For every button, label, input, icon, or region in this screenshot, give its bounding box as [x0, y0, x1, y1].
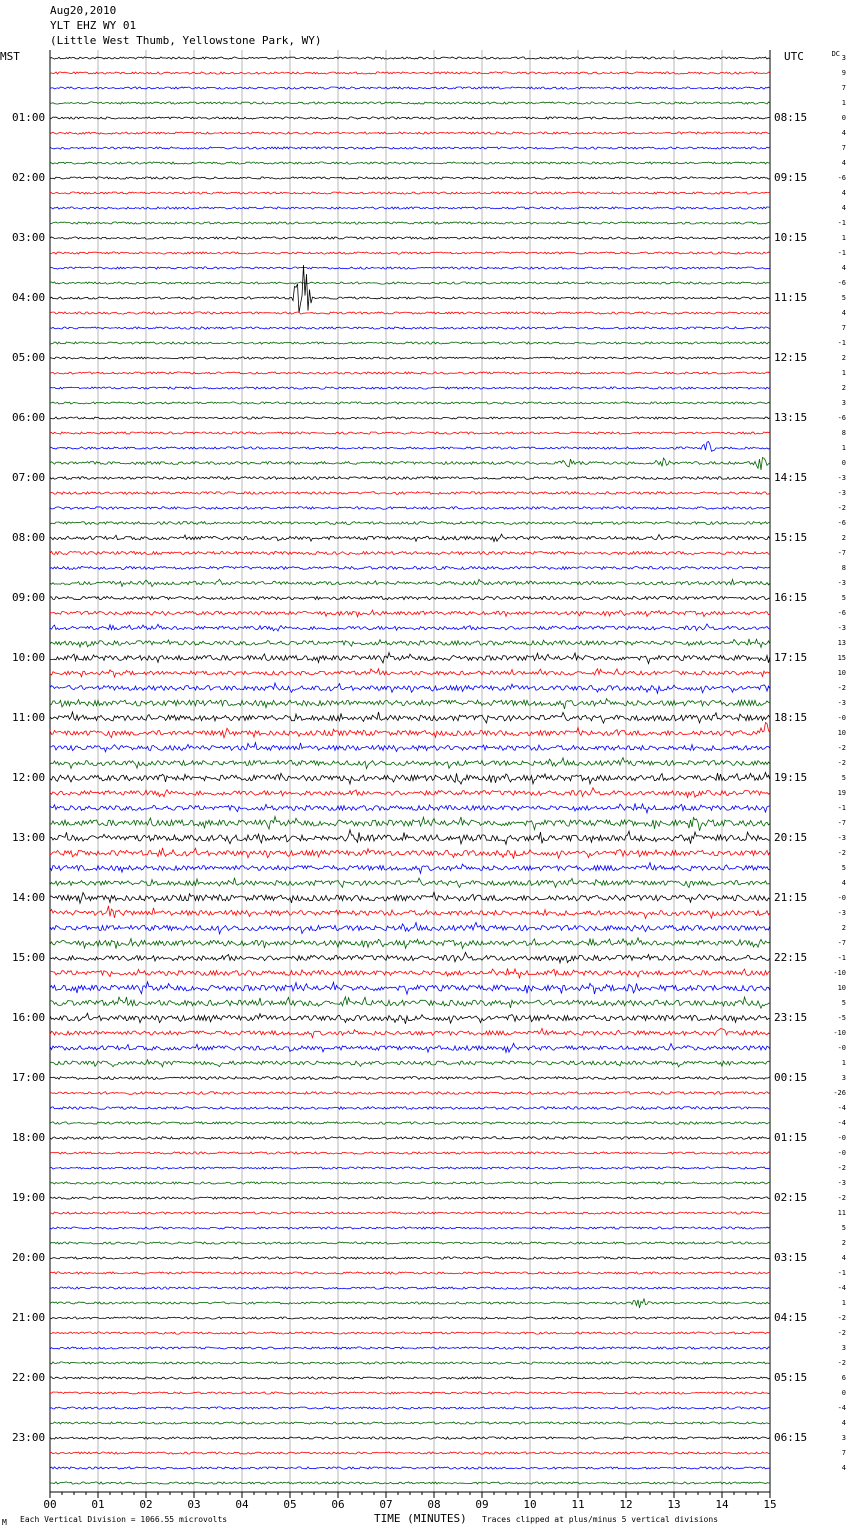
dc-offset-value: 15: [837, 654, 846, 662]
dc-offset-value: -6: [837, 609, 846, 617]
dc-offset-value: 13: [837, 639, 846, 647]
mst-hour-label: 05:00: [12, 351, 46, 364]
utc-hour-label: 21:15: [774, 891, 808, 904]
dc-offset-value: -4: [837, 1404, 846, 1412]
trace-row-59: [50, 938, 770, 949]
trace-row-21: [50, 372, 770, 374]
x-tick-label: 09: [475, 1498, 489, 1511]
x-tick-label: 03: [187, 1498, 201, 1511]
utc-hour-label: 10:15: [774, 231, 808, 244]
trace-row-36: [50, 596, 770, 599]
trace-row-70: [50, 1107, 770, 1110]
utc-hour-label: 08:15: [774, 111, 808, 124]
trace-row-86: [50, 1347, 770, 1349]
time-axis: [43, 1492, 776, 1511]
record-date: Aug20,2010: [50, 4, 117, 17]
trace-row-14: [50, 267, 770, 269]
dc-offset-value: 2: [841, 354, 846, 362]
trace-row-11: [50, 222, 770, 224]
dc-offset-value: -3: [837, 624, 846, 632]
x-tick-label: 04: [235, 1498, 249, 1511]
utc-hour-label: 20:15: [774, 831, 808, 844]
dc-offset-value: 4: [841, 189, 846, 197]
dc-offset-value: -4: [837, 1104, 846, 1112]
trace-row-83: [50, 1299, 770, 1308]
utc-hour-label: 06:15: [774, 1431, 808, 1444]
mst-hour-label: 16:00: [12, 1011, 46, 1024]
utc-hour-label: 19:15: [774, 771, 808, 784]
trace-row-39: [50, 639, 770, 648]
trace-row-31: [50, 522, 770, 525]
dc-offset-value: -4: [837, 1119, 846, 1127]
dc-offset-value: 0: [841, 459, 846, 467]
utc-hour-label: 14:15: [774, 471, 808, 484]
trace-row-87: [50, 1362, 770, 1364]
trace-row-4: [50, 117, 770, 119]
trace-row-75: [50, 1182, 770, 1184]
dc-offset-value: -3: [837, 1179, 846, 1187]
dc-offset-value: 8: [841, 429, 846, 437]
trace-row-48: [50, 772, 770, 784]
x-tick-label: 13: [667, 1498, 681, 1511]
mst-hour-label: 23:00: [12, 1431, 46, 1444]
dc-offset-value: -10: [833, 969, 846, 977]
dc-offset-value: -0: [837, 1149, 846, 1157]
trace-row-32: [50, 534, 770, 541]
dc-offset-value: -5: [837, 1014, 846, 1022]
dc-offset-value: -3: [837, 699, 846, 707]
trace-row-6: [50, 147, 770, 149]
dc-offset-value: -0: [837, 894, 846, 902]
mst-hour-label: 13:00: [12, 831, 46, 844]
dc-offset-value: 1: [841, 234, 846, 242]
dc-offset-value: -2: [837, 684, 846, 692]
utc-hour-label: 17:15: [774, 651, 808, 664]
dc-offset-value: -26: [833, 1089, 846, 1097]
mst-hour-label: 20:00: [12, 1251, 46, 1264]
mst-hour-label: 22:00: [12, 1371, 46, 1384]
dc-offset-value: -4: [837, 1284, 846, 1292]
utc-hour-label: 12:15: [774, 351, 808, 364]
dc-offset-value: -7: [837, 819, 846, 827]
dc-offset-value: -6: [837, 414, 846, 422]
x-tick-label: 07: [379, 1498, 393, 1511]
utc-hour-label: 22:15: [774, 951, 808, 964]
x-tick-label: 01: [91, 1498, 105, 1511]
dc-offset-value: -2: [837, 1314, 846, 1322]
trace-row-15: [50, 282, 770, 284]
dc-offset-value: 19: [837, 789, 846, 797]
trace-row-54: [50, 863, 770, 874]
dc-offset-value: 4: [841, 159, 846, 167]
trace-row-55: [50, 878, 770, 888]
mst-hour-label: 11:00: [12, 711, 46, 724]
trace-row-45: [50, 723, 770, 738]
dc-offset-value: -2: [837, 849, 846, 857]
x-tick-label: 12: [619, 1498, 633, 1511]
trace-row-47: [50, 758, 770, 769]
utc-hour-label: 13:15: [774, 411, 808, 424]
dc-offset-value: 2: [841, 384, 846, 392]
mst-hour-label: 18:00: [12, 1131, 46, 1144]
trace-row-76: [50, 1197, 770, 1199]
trace-row-56: [50, 892, 770, 903]
dc-offset-value: 7: [841, 1449, 846, 1457]
trace-row-88: [50, 1377, 770, 1379]
trace-row-13: [50, 252, 770, 254]
trace-row-43: [50, 699, 770, 709]
utc-hour-label: 16:15: [774, 591, 808, 604]
dc-offset-value: 10: [837, 669, 846, 677]
x-axis-title: TIME (MINUTES): [374, 1512, 467, 1525]
trace-row-89: [50, 1392, 770, 1394]
utc-hour-label: 04:15: [774, 1311, 808, 1324]
trace-row-62: [50, 982, 770, 994]
dc-offset-value: -7: [837, 549, 846, 557]
dc-offset-value: 4: [841, 1464, 846, 1472]
dc-offset-value: -2: [837, 504, 846, 512]
trace-row-80: [50, 1257, 770, 1259]
mst-hour-label: 02:00: [12, 171, 46, 184]
utc-hour-label: 00:15: [774, 1071, 808, 1084]
x-tick-label: 15: [763, 1498, 777, 1511]
mst-hour-label: 12:00: [12, 771, 46, 784]
utc-hour-label: 15:15: [774, 531, 808, 544]
dc-offset-value: 7: [841, 324, 846, 332]
trace-row-40: [50, 653, 770, 664]
mst-hour-label: 14:00: [12, 891, 46, 904]
time-grid: [50, 50, 770, 1492]
dc-offset-value: -3: [837, 474, 846, 482]
dc-offset-value: 5: [841, 1224, 846, 1232]
x-tick-label: 02: [139, 1498, 153, 1511]
dc-offset-value: 2: [841, 534, 846, 542]
dc-offset-value: -2: [837, 1359, 846, 1367]
dc-offset-value: -2: [837, 759, 846, 767]
trace-row-82: [50, 1287, 770, 1289]
dc-offset-value: -2: [837, 744, 846, 752]
trace-row-74: [50, 1167, 770, 1169]
mst-hour-label: 04:00: [12, 291, 46, 304]
trace-row-79: [50, 1242, 770, 1244]
trace-row-84: [50, 1317, 770, 1319]
utc-hour-label: 05:15: [774, 1371, 808, 1384]
dc-offset-value: 1: [841, 1299, 846, 1307]
dc-offset-value: 5: [841, 294, 846, 302]
dc-offset-value: 1: [841, 444, 846, 452]
dc-offset-value: 3: [841, 399, 846, 407]
trace-row-50: [50, 803, 770, 813]
dc-offset-value: 5: [841, 999, 846, 1007]
trace-row-12: [50, 237, 770, 239]
dc-offset-value: -2: [837, 1194, 846, 1202]
dc-offset-value: -1: [837, 804, 846, 812]
utc-hour-label: 11:15: [774, 291, 808, 304]
dc-offset-value: -2: [837, 1329, 846, 1337]
trace-row-46: [50, 743, 770, 752]
trace-row-57: [50, 906, 770, 919]
trace-row-17: [50, 312, 770, 314]
trace-row-42: [50, 683, 770, 693]
trace-row-90: [50, 1407, 770, 1409]
trace-row-7: [50, 162, 770, 164]
trace-row-49: [50, 788, 770, 798]
dc-offset-value: 1: [841, 99, 846, 107]
dc-offset-value: 7: [841, 84, 846, 92]
trace-row-63: [50, 997, 770, 1008]
trace-row-61: [50, 968, 770, 978]
trace-row-29: [50, 492, 770, 495]
trace-row-1: [50, 72, 770, 74]
dc-offset-value: 2: [841, 1239, 846, 1247]
trace-row-44: [50, 712, 770, 723]
trace-row-95: [50, 1482, 770, 1484]
dc-offset-value: 10: [837, 729, 846, 737]
utc-hour-label: 03:15: [774, 1251, 808, 1264]
dc-offset-value: 10: [837, 984, 846, 992]
trace-row-20: [50, 357, 770, 359]
dc-offset-value: -1: [837, 249, 846, 257]
utc-hour-label: 18:15: [774, 711, 808, 724]
trace-row-51: [50, 816, 770, 830]
dc-offset-value: 4: [841, 264, 846, 272]
trace-row-93: [50, 1452, 770, 1454]
utc-hour-label: 23:15: [774, 1011, 808, 1024]
trace-row-85: [50, 1332, 770, 1334]
vertical-scale-note: Each Vertical Division = 1066.55 microvolts: [20, 1515, 228, 1524]
trace-row-19: [50, 342, 770, 344]
dc-offset-value: 8: [841, 564, 846, 572]
trace-row-65: [50, 1028, 770, 1037]
dc-offset-value: 7: [841, 144, 846, 152]
x-tick-label: 06: [331, 1498, 345, 1511]
trace-row-30: [50, 507, 770, 510]
trace-row-18: [50, 327, 770, 329]
trace-row-67: [50, 1060, 770, 1067]
utc-hour-label: 09:15: [774, 171, 808, 184]
mst-hour-label: 07:00: [12, 471, 46, 484]
utc-hour-label: 02:15: [774, 1191, 808, 1204]
trace-row-58: [50, 922, 770, 933]
trace-row-8: [50, 177, 770, 179]
dc-offset-value: -3: [837, 834, 846, 842]
trace-row-91: [50, 1422, 770, 1424]
mst-hour-label: 01:00: [12, 111, 46, 124]
mst-hour-label: 06:00: [12, 411, 46, 424]
dc-offset-value: 1: [841, 1059, 846, 1067]
mst-hour-label: 15:00: [12, 951, 46, 964]
trace-row-34: [50, 567, 770, 570]
station-location: (Little West Thumb, Yellowstone Park, WY): [50, 34, 322, 47]
mst-hour-label: 09:00: [12, 591, 46, 604]
trace-row-37: [50, 610, 770, 617]
utc-hour-label: 01:15: [774, 1131, 808, 1144]
trace-row-92: [50, 1437, 770, 1439]
trace-row-25: [50, 432, 770, 434]
trace-row-0: [50, 57, 770, 59]
x-tick-label: 10: [523, 1498, 537, 1511]
dc-offset-value: 11: [837, 1209, 846, 1217]
clip-note: Traces clipped at plus/minus 5 vertical divisions: [482, 1515, 719, 1524]
trace-row-2: [50, 87, 770, 89]
dc-offset-value: 4: [841, 1419, 846, 1427]
trace-row-69: [50, 1092, 770, 1095]
dc-offset-value: -0: [837, 1044, 846, 1052]
dc-offset-value: 4: [841, 879, 846, 887]
x-tick-label: 00: [43, 1498, 57, 1511]
trace-row-81: [50, 1272, 770, 1274]
mst-hour-label: 19:00: [12, 1191, 46, 1204]
dc-offset-value: -1: [837, 219, 846, 227]
trace-row-22: [50, 387, 770, 389]
station-code: YLT EHZ WY 01: [50, 19, 137, 32]
dc-offset-value: 4: [841, 309, 846, 317]
dc-offset-value: 5: [841, 864, 846, 872]
dc-offset-value: -1: [837, 954, 846, 962]
dc-offset-value: 2: [841, 924, 846, 932]
trace-row-94: [50, 1467, 770, 1469]
dc-offset-value: 0: [841, 1389, 846, 1397]
dc-offset-value: -3: [837, 579, 846, 587]
dc-offset-value: -3: [837, 489, 846, 497]
dc-offset-value: 3: [841, 1344, 846, 1352]
trace-row-5: [50, 132, 770, 134]
trace-row-66: [50, 1043, 770, 1052]
trace-row-68: [50, 1077, 770, 1080]
mst-hour-label: 03:00: [12, 231, 46, 244]
dc-offset-value: -6: [837, 174, 846, 182]
dc-offset-value: 4: [841, 129, 846, 137]
left-timezone-label: MST: [0, 50, 20, 63]
dc-offset-value: -10: [833, 1029, 846, 1037]
trace-row-41: [50, 669, 770, 677]
trace-row-16: [50, 265, 770, 313]
dc-offset-value: -0: [837, 1134, 846, 1142]
dc-offset-value: 1: [841, 369, 846, 377]
dc-offset-header: DC: [831, 50, 840, 58]
dc-offset-value: -3: [837, 909, 846, 917]
mst-hour-label: 21:00: [12, 1311, 46, 1324]
x-tick-label: 08: [427, 1498, 441, 1511]
dc-offset-value: 4: [841, 1254, 846, 1262]
dc-offset-value: 5: [841, 594, 846, 602]
trace-row-53: [50, 848, 770, 859]
dc-offset-value: -6: [837, 279, 846, 287]
mst-hour-label: 17:00: [12, 1071, 46, 1084]
dc-offset-value: 0: [841, 114, 846, 122]
trace-row-33: [50, 552, 770, 555]
trace-row-26: [50, 442, 770, 452]
dc-offset-value: -1: [837, 339, 846, 347]
right-timezone-label: UTC: [784, 50, 804, 63]
dc-offset-value: 4: [841, 204, 846, 212]
dc-offset-value: -6: [837, 519, 846, 527]
dc-offset-value: 3: [841, 1074, 846, 1082]
mst-hour-label: 08:00: [12, 531, 46, 544]
dc-offset-value: 6: [841, 1374, 846, 1382]
dc-offset-value: -1: [837, 1269, 846, 1277]
x-tick-label: 11: [571, 1498, 585, 1511]
dc-offset-value: -7: [837, 939, 846, 947]
dc-offset-value: -0: [837, 714, 846, 722]
x-tick-label: 14: [715, 1498, 729, 1511]
trace-row-9: [50, 192, 770, 194]
trace-row-64: [50, 1013, 770, 1024]
dc-offset-value: 3: [841, 54, 846, 62]
trace-row-23: [50, 402, 770, 404]
dc-offset-value: -2: [837, 1164, 846, 1172]
trace-row-38: [50, 624, 770, 631]
trace-row-78: [50, 1227, 770, 1229]
footer-mark: M: [2, 1518, 7, 1527]
trace-row-3: [50, 102, 770, 104]
trace-row-72: [50, 1137, 770, 1140]
trace-row-77: [50, 1212, 770, 1214]
trace-row-71: [50, 1122, 770, 1124]
trace-row-35: [50, 579, 770, 586]
dc-offset-value: 3: [841, 1434, 846, 1442]
trace-row-10: [50, 207, 770, 209]
trace-row-24: [50, 417, 770, 419]
dc-offset-value: 9: [841, 69, 846, 77]
dc-offset-value: 5: [841, 774, 846, 782]
trace-row-28: [50, 477, 770, 480]
trace-row-27: [50, 458, 770, 470]
trace-row-52: [50, 830, 770, 845]
trace-row-73: [50, 1152, 770, 1154]
seismic-traces: [50, 57, 770, 1484]
trace-row-60: [50, 952, 770, 963]
mst-hour-label: 10:00: [12, 651, 46, 664]
x-tick-label: 05: [283, 1498, 297, 1511]
